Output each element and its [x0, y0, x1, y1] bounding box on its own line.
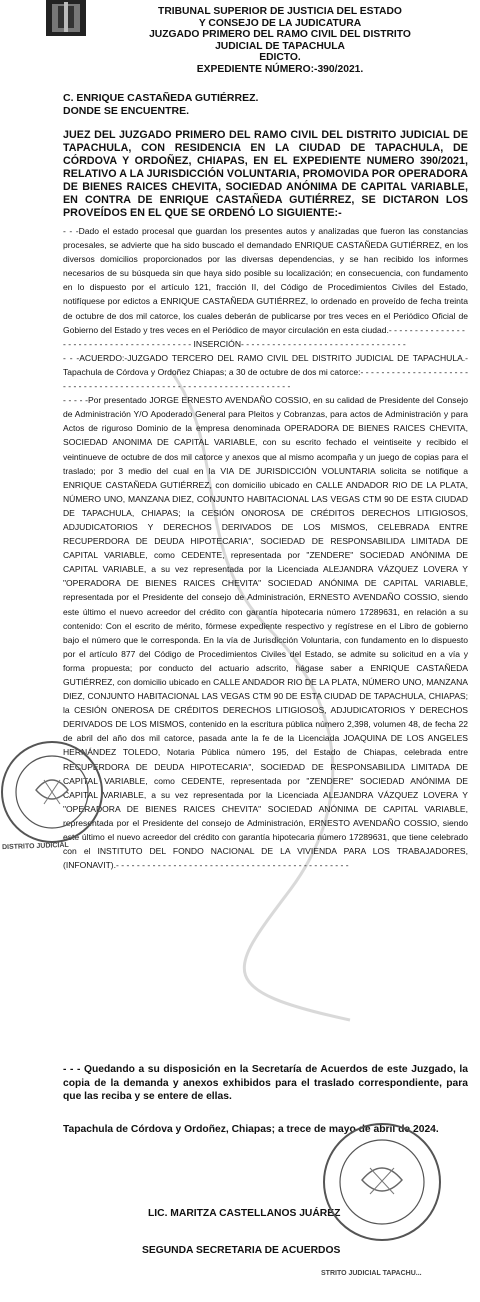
closing-paragraph: - - - Quedando a su disposición en la Secretaría de Acuerdos de este Juzgado, la copia de la demanda y anexos exhibidos para el traslado correspondiente, para que las reciba y se entere de ellas.	[63, 1064, 468, 1102]
body-paragraph-2: - - - - -Por presentado JORGE ERNESTO AVENDAÑO COSSIO, en su calidad de Presidente del Consejo de Administración Y/O Apoderado General para Pleitos y Cobranzas, para actos de Administración y para Actos de riguroso Dominio de la empresa denominada OPERADORA DE BIENES RAICES CHEVITA, SOCIEDAD ANONIMA DE CAPITAL VARIABLE, con su escrito fechado el veintiseite y recibido el veintinueve de octubre de dos mil catorce y anexos que al mismo acompaña y un juego de copias para el traslado; por 3 medio del cual en la VIA DE JURISDICCIÓN VOLUNTARIA solicita se notifique a ENRIQUE CASTAÑEDA GUTIÉRREZ, con domicilio ubicado en CALLE ANDADOR RIO DE LA PLATA, NÚMERO UNO, MANZANA DIEZ, CONJUNTO HABITACIONAL LAS VEGAS CTM 90 DE ESTA CIUDAD DE TAPACHULA, CHIAPAS; la CESIÓN ONOROSA DE CRÉDITOS DERECHOS LITIGIOSOS, ADJUDICATORIOS Y DERECHOS DERIVADOS DE LOS MISMOS, CELEBRADA ENTRE RECUPERDORA DE DEUDA HIPOTECARIA", SOCIEDAD DE RESPONSABILIDA LIMITADA DE CAPITAL VARIABLE, como CEDENTE, representada por "ZENDERE" SOCIEDAD ANÓNIMA DE CAPITAL VARIABLE, a su vez representada por la Licenciada ALEJANDRA VÁZQUEZ LOVERA Y "OPERADORA DE BIENES RAICES CHEVITA" SOCIEDAD ANÓNIMA DE CAPITAL VARIABLE, representada por el Presidente del consejo de Administración, ERNESTO AVENDAÑO COSSIO, siendo este último el nuevo acreedor del crédito con garantía hipotecaria número 17289631, en relación a su contenido: Con el escrito de mérito, fórmese expediente respectivo y regístrese en el Libro de gobierno bajo el número que le corresponda. En la vía de Jurisdicción Voluntaria, con fundamento en lo dispuesto por el artículo 877 del Código de Procedimientos Civiles del Estado, se admite su solicitud en a vía y forma propuesta; por conducto del actuario adscrito, hágase saber a ENRIQUE CASTAÑEDA GUTIÉRREZ, con domicilio ubicado en CALLE ANDADOR RIO DE LA PLATA, NÚMERO UNO, MANZANA DIEZ, CONJUNTO HABITACIONAL LAS VEGAS CTM 90 DE ESTA CIUDAD DE TAPACHULA, CHIAPAS; la CESIÓN ONEROSA DE CRÉDITOS DERECHOS LITIGIOSOS, ADJUDICATORIOS Y DERECHOS DERIVADOS DE LOS MISMOS, contenido en la escritura pública número 2,398, volumen 48, de fecha 22 de abril del año dos mil catorce, pasada ante la fe de la Licenciada JOAQUINA DE LOS ANGELES HERNÁNDEZ TOLEDO, Notaria Pública número 195, del Estado de Chiapas, celebrada entre RECUPERDORA DE DEUDA HIPOTECARIA", SOCIEDAD DE RESPONSABILIDA LIMITADA DE CAPITAL VARIABLE, como CEDENTE, representada por "ZENDERE" SOCIEDAD ANÓNIMA DE CAPITAL VARIABLE, a su vez representada por la Licenciada ALEJANDRA VÁZQUEZ LOVERA Y "OPERADORA DE BIENES RAICES CHEVITA" SOCIEDAD ANÓNIMA DE CAPITAL VARIABLE, representada por el Presidente del consejo de Administración, ERNESTO AVENDAÑO COSSIO, siendo este último el nuevo acreedor del crédito con garantía hipotecaria número 17289631, que tiene celebrado con el INSTITUTO DEL FONDO NACIONAL DE LA VIVIENDA PARA LOS TRABAJADORES, (INFONAVIT).- - - - - - - - - - - - - - - - - - - - - - - - - - - - - - - - - - - - - - - - - - - - -	[63, 395, 468, 871]
stamp-right-district: STRITO JUDICIAL TAPACHU...	[321, 1270, 422, 1277]
body-paragraph-1: - - -Dado el estado procesal que guardan los presentes autos y analizadas que fueron las constancias procesales, se advierte que ha sido buscado el demandado ENRIQUE CASTAÑEDA GUTIÉRREZ, en los diversos domicilios proporcionados por las diversas dependencias, y se han recibido los informes necesarios de su búsqueda sin que haya sido posible su localización; en consecuencia, con fundamento en lo dispuesto por el artículo 121, fracción II, del Código de Procedimientos Civiles del Estado, notifíquese por edictos a ENRIQUE CASTAÑEDA GUTIÉRREZ, lo ordenado en proveído de fecha treinta de octubre de dos mil catorce, los cuales deberán de publicarse por tres veces en el Periódico Oficial de Gobierno del Estado y tres veces en el Periódico de mayor circulación en esta ciudad.- - - - - - - - - - - - - - -	[63, 226, 468, 335]
court-seal-icon	[38, 0, 94, 40]
signature-watermark-icon	[150, 330, 390, 1030]
addressee-name: C. ENRIQUE CASTAÑEDA GUTIÉRREZ.	[63, 92, 259, 104]
stamp-left-district: DISTRITO JUDICIAL	[1, 841, 69, 852]
header-district: JUDICIAL DE TAPACHULA	[215, 40, 345, 52]
place-date: Tapachula de Córdova y Ordoñez, Chiapas; a trece de mayo de abril de 2024.	[63, 1124, 439, 1135]
agreement-heading: - - -ACUERDO:-JUZGADO TERCERO DEL RAMO CIVIL DEL DISTRITO JUDICIAL DE TAPACHULA.- Tapachula de Córdova y Ordoñez Chiapas; a 30 de octubre de dos mi catorce:- - - - - - - - - - - - - - - - - - - - - - - - - - - - - - - - - - - - - - - - - - - - - - - - - - - - - - - - - - - - - - - - -	[63, 352, 468, 392]
header-council: Y CONSEJO DE LA JUDICATURA	[198, 17, 362, 29]
intro-paragraph: JUEZ DEL JUZGADO PRIMERO DEL RAMO CIVIL DEL DISTRITO JUDICIAL DE TAPACHULA, CON RESIDENCIA EN LA CIUDAD DE TAPACHULA, DE CÓRDOVA Y ORDOÑEZ, CHIAPAS, EN EL EXPEDIENTE NUMERO 390/2021, RELATIVO A LA JURISDICCIÓN VOLUNTARIA, PROMOVIDA POR OPERADORA DE BIENES RAICES CHEVITA, SOCIEDAD ANÓNIMA DE CAPITAL VARIABLE, EN CONTRA DE ENRIQUE CASTAÑEDA GUTIÉRREZ, SE DICTARON LOS PROVEÍDOS EN EL QUE SE ORDENÓ LO SIGUIENTE:-	[63, 129, 468, 219]
header-case-number: EXPEDIENTE NÚMERO:-390/2021.	[196, 63, 364, 75]
header-doc-type: EDICTO.	[259, 52, 301, 64]
header-court-name: TRIBUNAL SUPERIOR DE JUSTICIA DEL ESTADO	[158, 6, 402, 17]
court-stamp-right-icon	[312, 1120, 442, 1260]
insertion-line: - - - - - - - - - - - - - - - - - - - - - - - - - INSERCIÓN- - - - - - - - - - - - - - - - - - - - - - - - - - - - - - - -	[63, 338, 406, 349]
addressee	[63, 92, 463, 117]
addressee-location: DONDE SE ENCUENTRE.	[63, 104, 190, 117]
header-court-branch: JUZGADO PRIMERO DEL RAMO CIVIL DEL DISTRITO	[149, 29, 411, 41]
document-header	[100, 6, 460, 76]
signer-name: LIC. MARITZA CASTELLANOS JUÁREZ	[148, 1208, 341, 1219]
signer-role: SEGUNDA SECRETARIA DE ACUERDOS	[142, 1245, 341, 1256]
